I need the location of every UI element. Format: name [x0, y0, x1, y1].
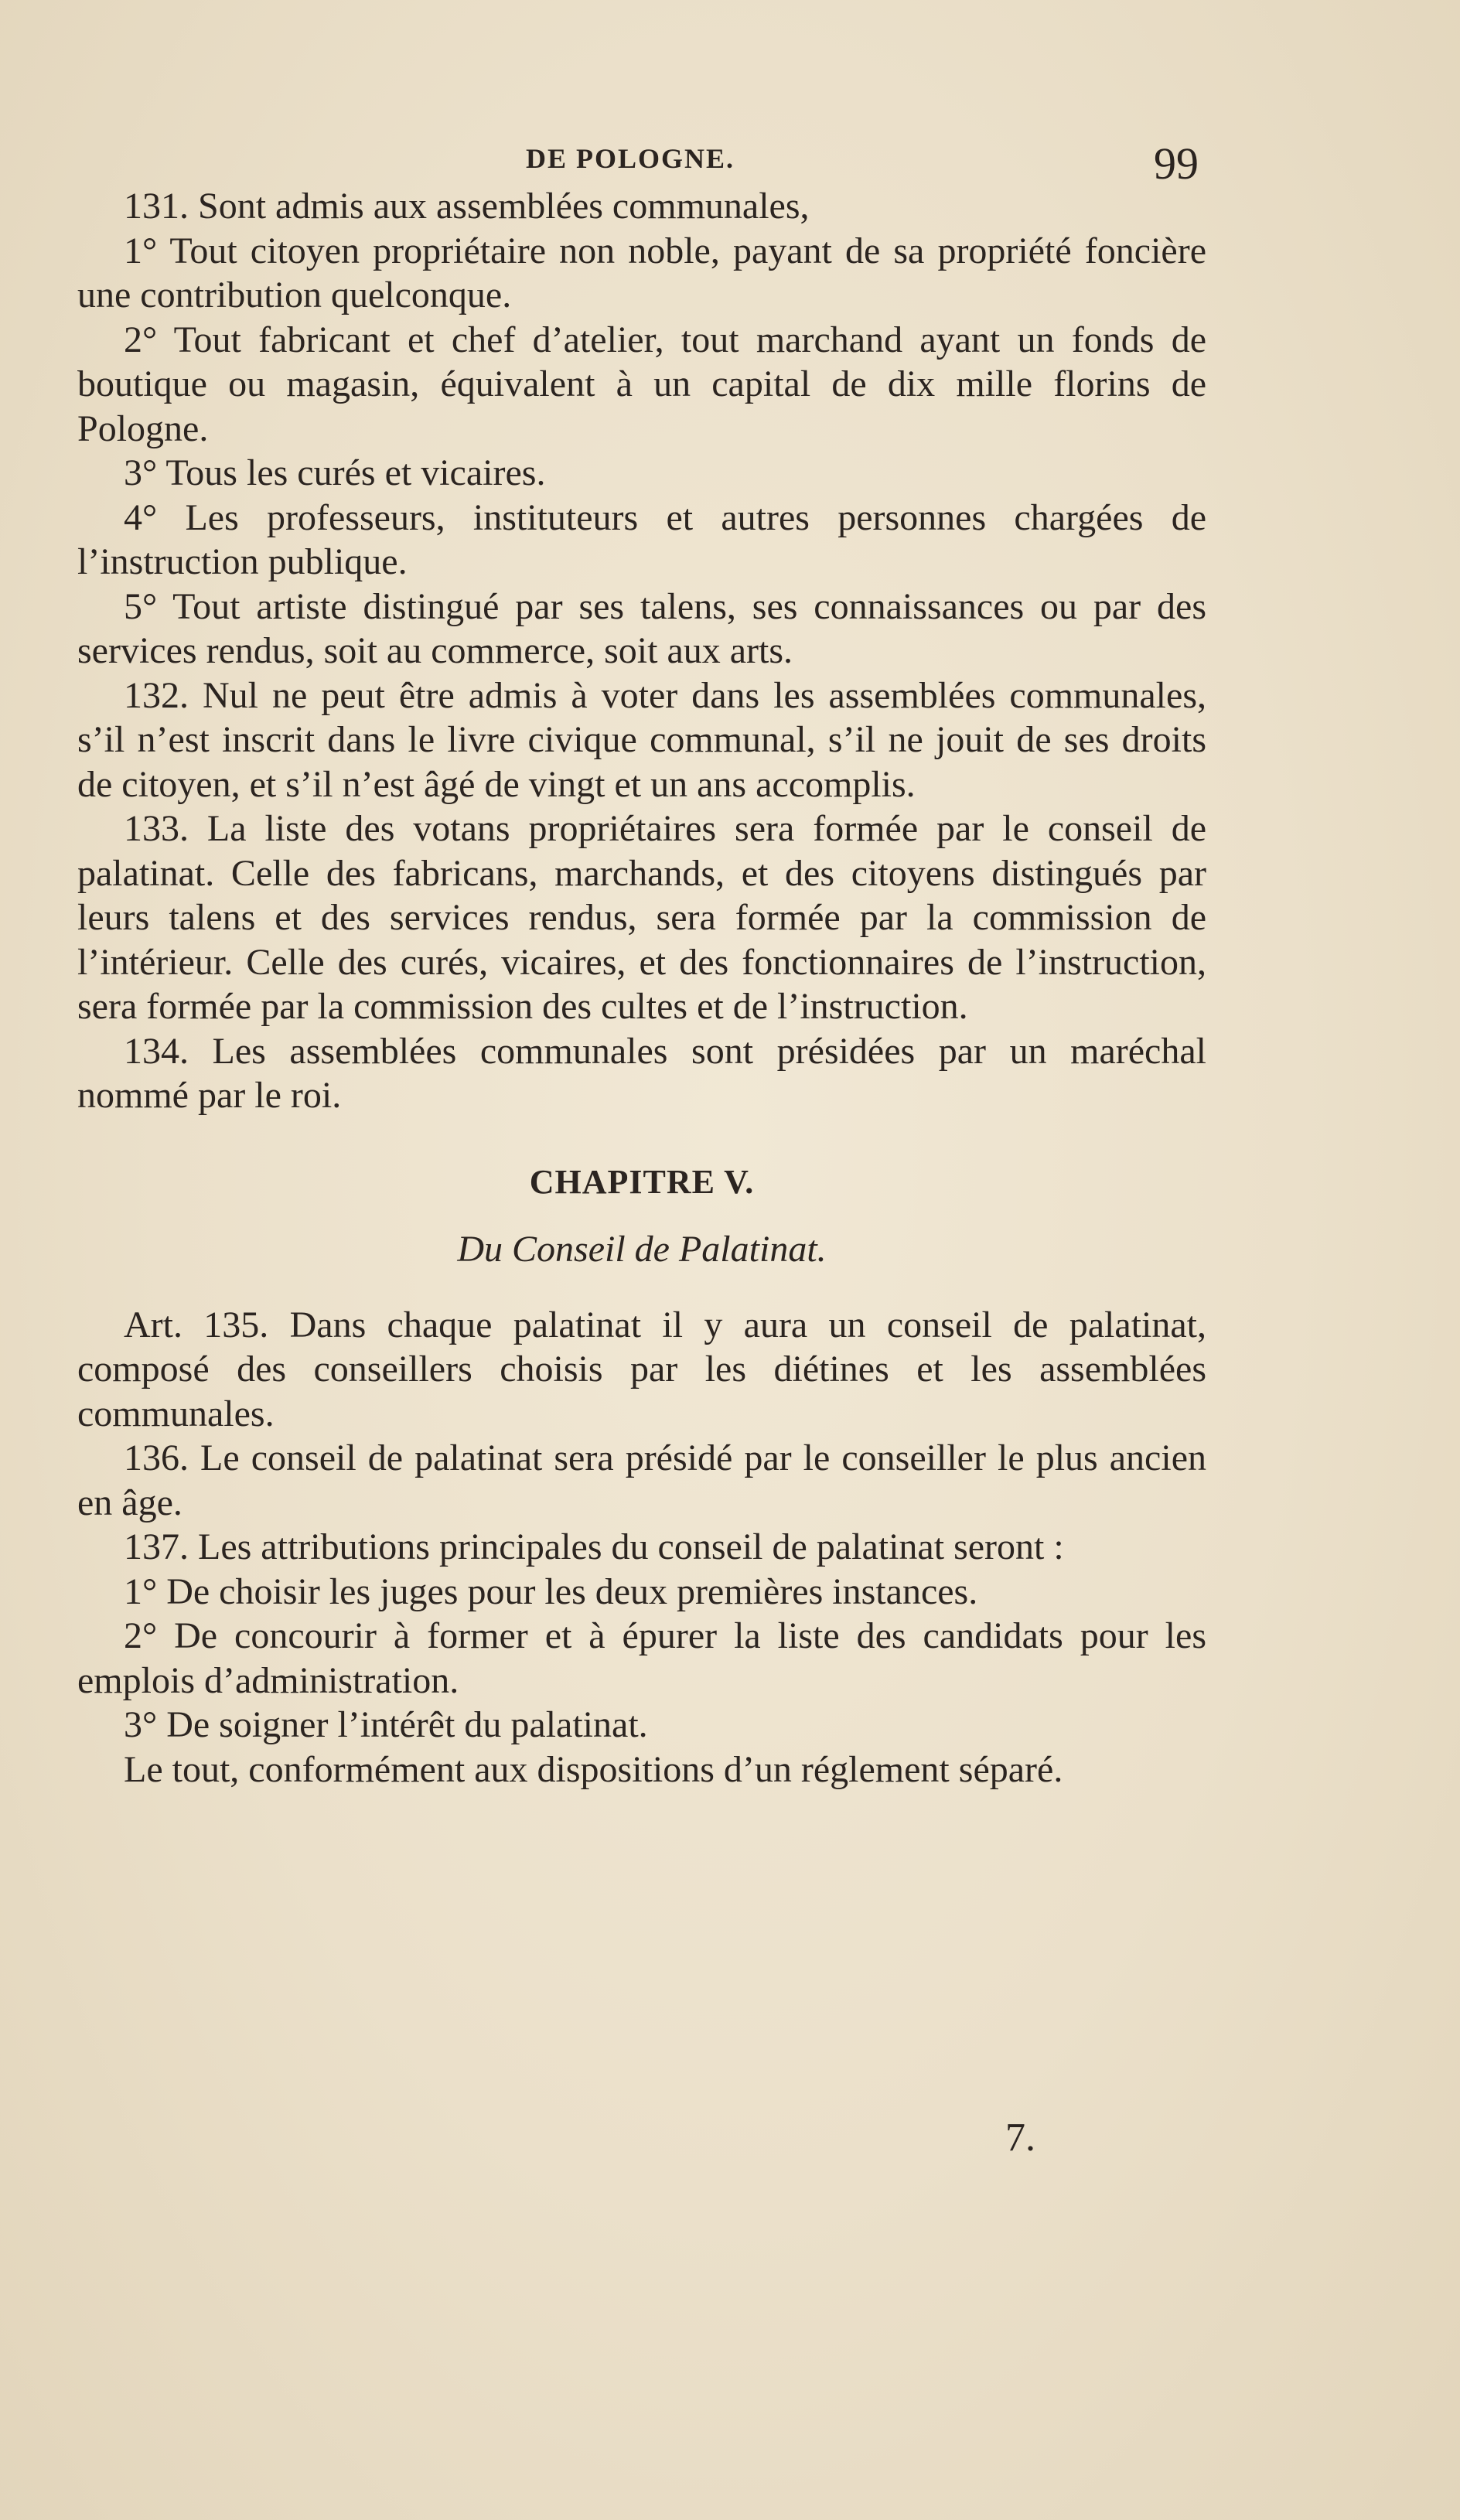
article-137-item-3: 3° De soigner l’intérêt du palatinat.	[124, 1704, 648, 1745]
article-135: Art. 135. Dans chaque palatinat il y aura un conseil de palatinat, composé des conseillers choisis par les diétines et les assemblées communales.	[77, 1304, 1206, 1434]
article-131: 131. Sont admis aux assemblées communales,	[124, 186, 810, 227]
chapter-heading: CHAPITRE V.	[529, 1162, 755, 1201]
signature-mark: 7.	[1005, 2116, 1035, 2160]
article-137-item-2: 2° De concourir à former et à épurer la liste des candidats pour les emplois d’administration.	[77, 1615, 1206, 1701]
page-number: 99	[1154, 138, 1199, 189]
article-131-item-2: 2° Tout fabricant et chef d’atelier, tout marchand ayant un fonds de boutique ou magasin, équivalent à un capital de dix mille florins de Pologne.	[77, 319, 1206, 449]
article-131-item-4: 4° Les professeurs, instituteurs et autres personnes chargées de l’instruction publique.	[77, 496, 1206, 582]
article-131-item-1: 1° Tout citoyen propriétaire non noble, payant de sa propriété foncière une contribution quelconque.	[77, 230, 1206, 315]
running-title: DE POLOGNE.	[526, 143, 735, 174]
article-137: 137. Les attributions principales du conseil de palatinat seront :	[124, 1526, 1064, 1567]
article-132: 132. Nul ne peut être admis à voter dans les assemblées communales, s’il n’est inscrit dans le livre civique communal, s’il ne jouit de ses droits de citoyen, et s’il n’est âgé de vingt et un ans accomplis.	[77, 674, 1206, 805]
article-133: 133. La liste des votans propriétaires sera formée par le conseil de palatinat. Celle des fabricans, marchands, et des citoyens distingués par leurs talens et des services rendus, sera formée par la commission de l’intérieur. Celle des curés, vicaires, et des fonctionnaires de l’instruction, sera formée par la commission des cultes et de l’instruction.	[77, 808, 1206, 1027]
article-131-item-5: 5° Tout artiste distingué par ses talens, ses connaissances ou par des services rendus, soit au commerce, soit aux arts.	[77, 585, 1206, 671]
article-136: 136. Le conseil de palatinat sera présidé par le conseiller le plus ancien en âge.	[77, 1437, 1206, 1523]
article-137-closing: Le tout, conformément aux dispositions d’un réglement séparé.	[124, 1748, 1063, 1790]
chapter-subheading: Du Conseil de Palatinat.	[457, 1229, 827, 1270]
page-body	[77, 184, 1206, 1792]
article-134: 134. Les assemblées communales sont présidées par un maréchal nommé par le roi.	[77, 1030, 1206, 1116]
article-137-item-1: 1° De choisir les juges pour les deux premières instances.	[124, 1570, 978, 1612]
article-131-item-3: 3° Tous les curés et vicaires.	[124, 452, 546, 493]
